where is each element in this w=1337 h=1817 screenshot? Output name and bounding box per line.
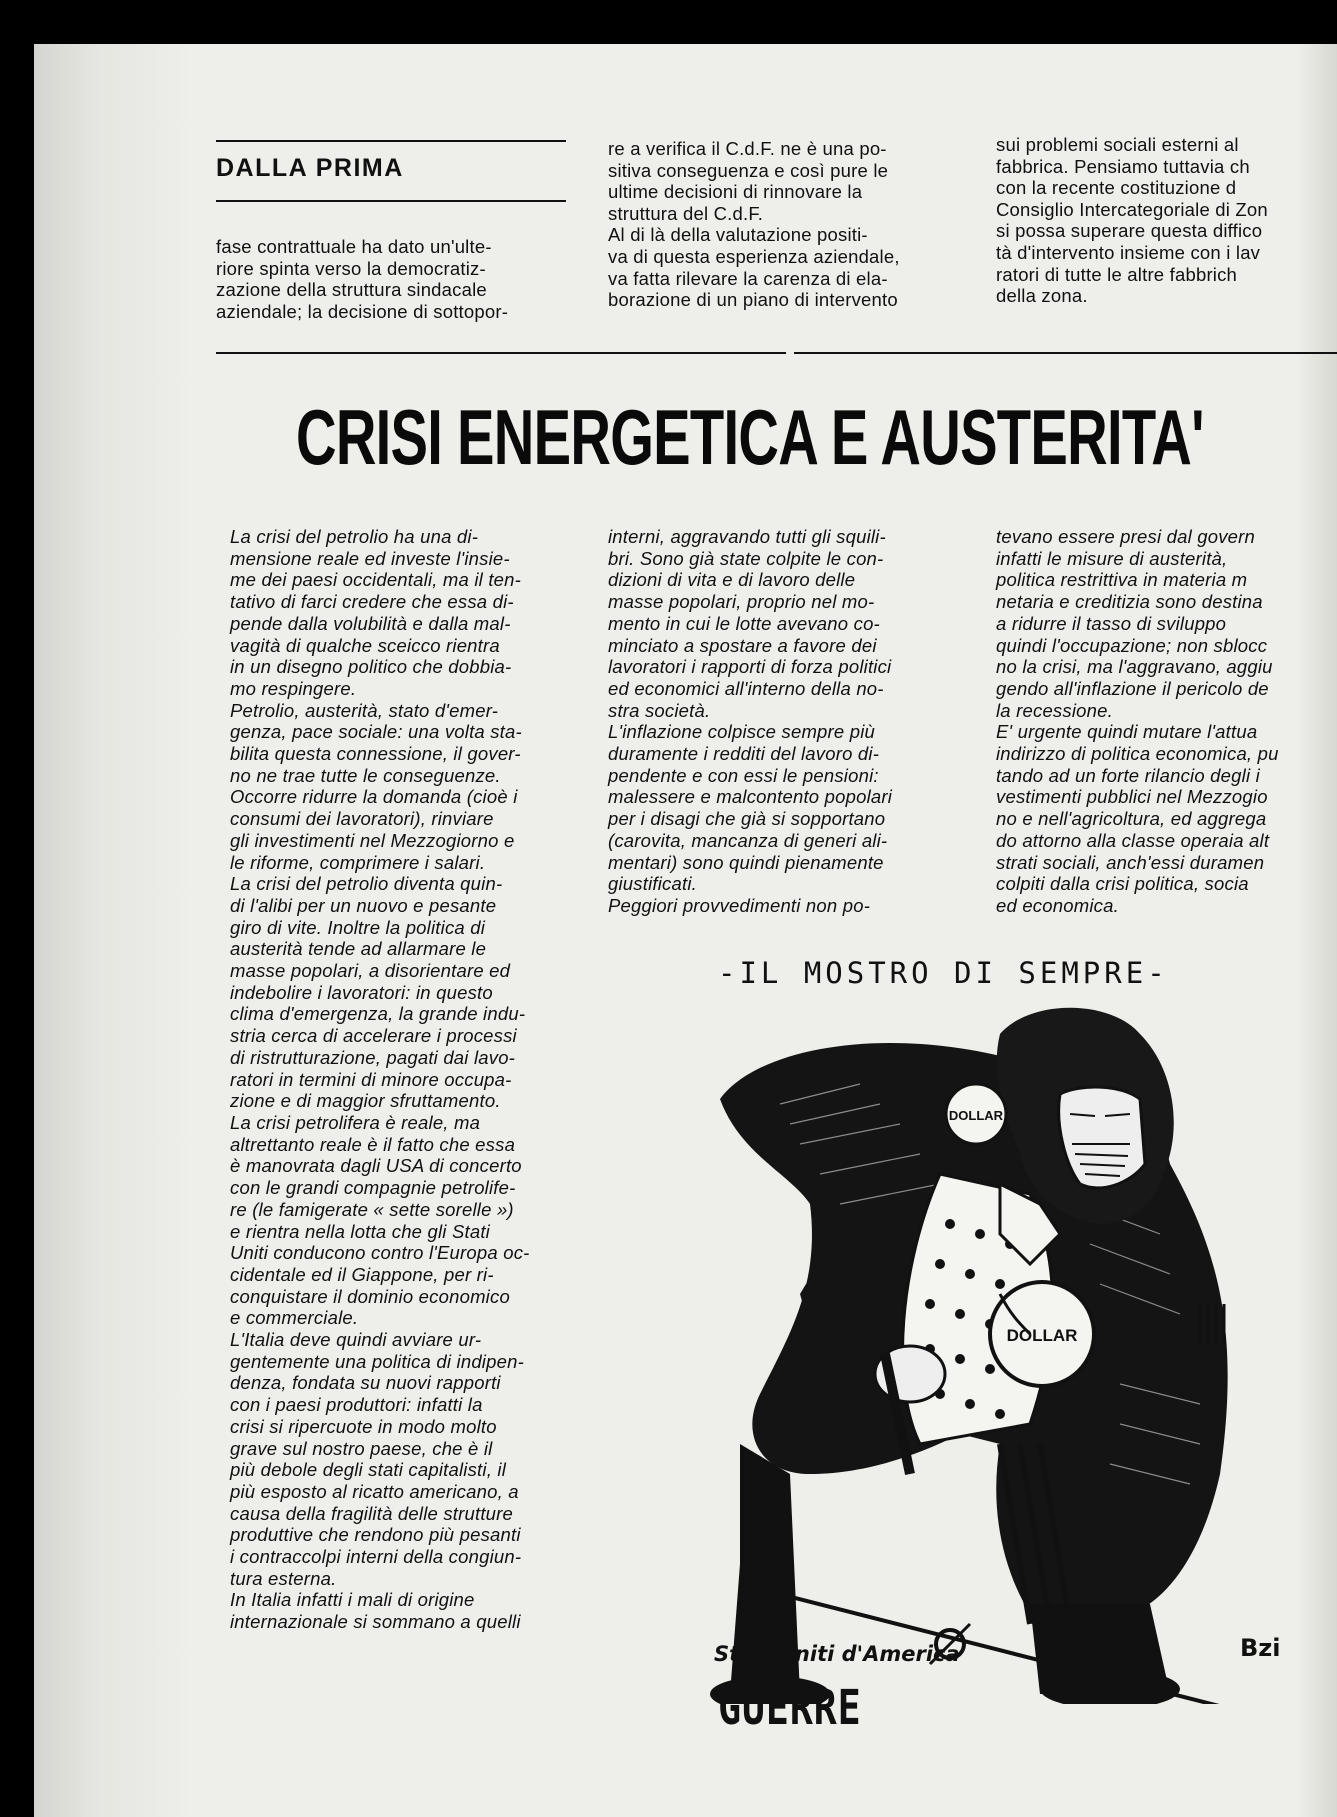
page-fold-shadow: [34, 44, 194, 1817]
article-column-3: tevano essere presi dal govern infatti le misure di austerità, politica restrittiva in materia m netaria e creditizia sono destina a ridurre il tasso di sviluppo quindi l'occupazione; non sblocc no la crisi, ma l'aggravano, aggiu gendo all'inflazione il pericolo de la recessione. E' urgente quindi mutare l'attua indirizzo di politica economica, pu tando ad un forte rilancio degli i vestimenti pubblici nel Mezzogio no e nell'agricoltura, ed aggrega do attorno alla classe operaia alt strati sociali, anch'essi duramen colpiti dalla crisi politica, socia ed economica.: [996, 526, 1279, 916]
headline-separator-right: [794, 352, 1337, 354]
hat-badge-text: DOLLAR: [948, 1108, 1004, 1123]
continuation-column-2: re a verifica il C.d.F. ne è una po- sitiva conseguenza e così pure le ultime decisioni di rinnovare la struttura del C.d.F. Al di là della valutazione positi- va di questa esperienza aziendale, va fatta rilevare la carenza di ela- borazione di un piano di intervento: [608, 138, 900, 311]
cartoon-title: -IL MOSTRO DI SEMPRE-: [718, 956, 1169, 990]
continuation-column-3: sui problemi sociali esterni al fabbrica. Pensiamo tuttavia ch con la recente costituzione d Consiglio Intercategoriale di Zon si possa superare questa diffico tà d'intervento insieme con i lav ratori di tutte le altre fabbrich della zona.: [996, 134, 1268, 307]
article-column-2: interni, aggravando tutti gli squili- bri. Sono già state colpite le con- dizioni di vita e di lavoro delle masse popolari, proprio nel mo- mento in cui le lotte avevano co- minciato a spostare a favore dei lavoratori i rapporti di forza politici ed economici all'interno della no- stra società. L'inflazione colpisce sempre più duramente i redditi del lavoro di- pendente e con essi le pensioni: malessere e malcontento popolari per i disagi che già si sopportano (carovita, mancanza di generi ali- mentari) sono quindi pienamente giustificati. Peggiori provvedimenti non po-: [608, 526, 893, 916]
headline-separator: [216, 352, 786, 354]
cartoon-signature: Bzi: [1240, 1634, 1281, 1662]
continuation-column-1: fase contrattuale ha dato un'ulte- riore spinta verso la democratiz- zazione della struttura sindacale aziendale; la decisione di sottopor-: [216, 236, 509, 322]
headline: CRISI ENERGETICA E AUSTERITA': [296, 393, 1204, 481]
newspaper-page: [34, 44, 1337, 1817]
cartoon-ground-word: GUERRE: [718, 1680, 862, 1736]
cartoon-illustration: [700, 1004, 1330, 1704]
section-rule-bottom: [216, 200, 566, 202]
section-rule-top: [216, 140, 566, 142]
section-label: DALLA PRIMA: [216, 154, 404, 182]
belly-badge-text: DOLLAR: [1006, 1326, 1078, 1345]
article-column-1: La crisi del petrolio ha una di- mensione reale ed investe l'insie- me dei paesi occidentali, ma il ten- tativo di farci credere che essa di- pende dalla volubilità e dalla mal- vagità di qualche sceicco rientra in un disegno politico che dobbia- mo respingere. Petrolio, austerità, stato d'emer- genza, pace sociale: una volta sta- bilita questa connessione, il gover- no ne trae tutte le conseguenze. Occorre ridurre la domanda (cioè i consumi dei lavoratori), rinviare gli investimenti nel Mezzogiorno e le riforme, comprimere i salari. La crisi del petrolio diventa quin- di l'alibi per un nuovo e pesante giro di vite. Inoltre la politica di austerità tende ad allarmare le masse popolari, a disorientare ed indebolire i lavoratori: in questo clima d'emergenza, la grande indu- stria cerca di accelerare i processi di ristrutturazione, pagati dai lavo- ratori in termini di minore occupa- zione e di maggior sfruttamento. La crisi petrolifera è reale, ma altrettanto reale è il fatto che essa è manovrata dagli USA di concerto con le grandi compagnie petrolife- re (le famigerate « sette sorelle ») e rientra nella lotta che gli Stati Uniti conducono contro l'Europa oc- cidentale ed il Giappone, per ri- conquistare il dominio economico e commerciale. L'Italia deve quindi avviare ur- gentemente una politica di indipen- denza, fondata su nuovi rapporti con i paesi produttori: infatti la crisi si ripercuote in modo molto grave sul nostro paese, che è il più debole degli stati capitalisti, il più esposto al ricatto americano, a causa della fragilità delle strutture produttive che rendono più pesanti i contraccolpi interni della congiun- tura esterna. In Italia infatti i mali di origine internazionale si sommano a quelli: [230, 526, 530, 1633]
cartoon-caption: Stati Uniti d'America: [714, 1642, 960, 1666]
